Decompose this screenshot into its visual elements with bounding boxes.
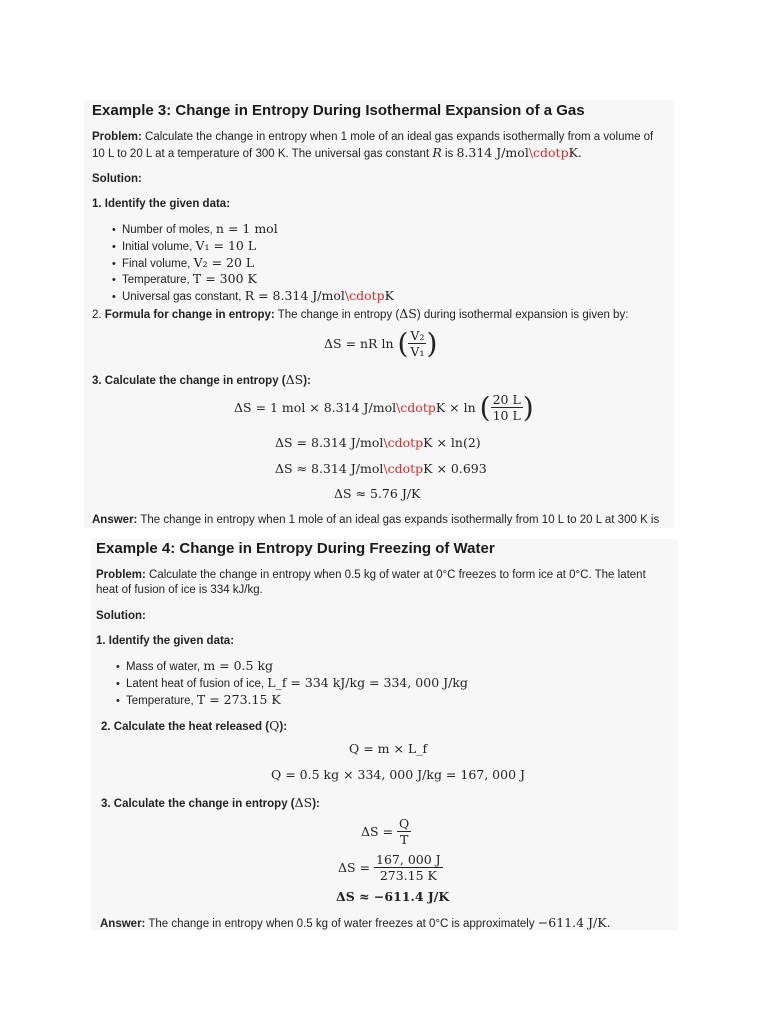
example-4-steps-panel — [91, 719, 678, 930]
list-item: • Mass of water, m = 0.5 kg — [116, 658, 274, 673]
equation-substitution: ΔS = 1 mol × 8.314 J/mol \cdotp K × ln ( $\frac{20 L}{10 L}$ ) — [234, 390, 534, 424]
list-item: • Number of moles, n = 1 mol — [112, 221, 278, 236]
example-4-problem-line2: heat of fusion of ice is 334 kJ/kg. — [96, 584, 263, 596]
equation-approx: ΔS ≈ 8.314 J/mol\cdotpK × 0.693 — [275, 461, 487, 476]
list-item: • Initial volume, V₁ = 10 L — [112, 238, 257, 253]
example-3-solution-label: Solution: — [92, 173, 142, 185]
example-3-panel — [84, 100, 674, 528]
list-item: • Temperature, T = 273.15 K — [116, 692, 281, 707]
list-item: • Latent heat of fusion of ice, L_f = 334 kJ/kg = 334, 000 J/kg — [116, 675, 468, 690]
example-4-answer: Answer: The change in entropy when 0.5 kg of water freezes at 0°C is approximately −611.4 J/K. — [100, 915, 611, 930]
example-4-title: Example 4: Change in Entropy During Freezing of Water — [96, 540, 495, 557]
example-4-step-3: 3. Calculate the change in entropy (ΔS): — [101, 795, 320, 810]
example-3-problem-line1: Problem: Calculate the change in entropy when 1 mole of an ideal gas expands isothermally from a volume of — [92, 131, 654, 143]
example-4-step-1: 1. Identify the given data: — [96, 635, 235, 647]
example-3-problem-line2: 10 L to 20 L at a temperature of 300 K. The universal gas constant R is 8.314 J/mol\cdotpK. — [92, 145, 582, 160]
example-4-solution-label: Solution: — [96, 610, 146, 622]
example-3-step-2: 2. Formula for change in entropy: The change in entropy (ΔS) during isothermal expansion is given by: — [92, 306, 629, 321]
example-4-problem-line1: Problem: Calculate the change in entropy when 0.5 kg of water at 0°C freezes to form ice at 0°C. The latent — [96, 569, 646, 581]
example-3-step-3: 3. Calculate the change in entropy (ΔS): — [92, 372, 311, 387]
example-4-panel — [91, 539, 678, 719]
equation-heat-value: Q = 0.5 kg × 334, 000 J/kg = 167, 000 J — [271, 767, 526, 782]
equation-heat-formula: Q = m × L_f — [349, 741, 428, 756]
list-item: • Final volume, V₂ = 20 L — [112, 255, 255, 270]
list-item: • Temperature, T = 300 K — [112, 271, 257, 286]
example-4-step-2: 2. Calculate the heat released (Q): — [101, 718, 288, 733]
equation-entropy-substitution: ΔS = $\frac{167, 000 J}{273.15 K}$ — [338, 852, 441, 883]
example-3-step-1: 1. Identify the given data: — [92, 198, 231, 210]
example-3-answer: Answer: The change in entropy when 1 mole of an ideal gas expands isothermally from 10 L to 20 L at 300 K is — [92, 514, 660, 526]
equation-ln2: ΔS = 8.314 J/mol\cdotpK × ln(2) — [275, 435, 481, 450]
equation-entropy-result: ΔS ≈ −611.4 J/K — [336, 889, 450, 904]
equation-entropy-formula: ΔS = $\frac{Q}{T}$ — [361, 816, 410, 847]
list-item: • Universal gas constant, R = 8.314 J/mol\cdotpK — [112, 288, 395, 303]
formula-entropy-isothermal: ΔS = nR ln ( $\frac{\text{V₂}}{\text{V₁}}$ ) — [324, 326, 438, 360]
equation-result: ΔS ≈ 5.76 J/K — [334, 486, 421, 501]
example-3-title: Example 3: Change in Entropy During Isothermal Expansion of a Gas — [92, 102, 585, 119]
